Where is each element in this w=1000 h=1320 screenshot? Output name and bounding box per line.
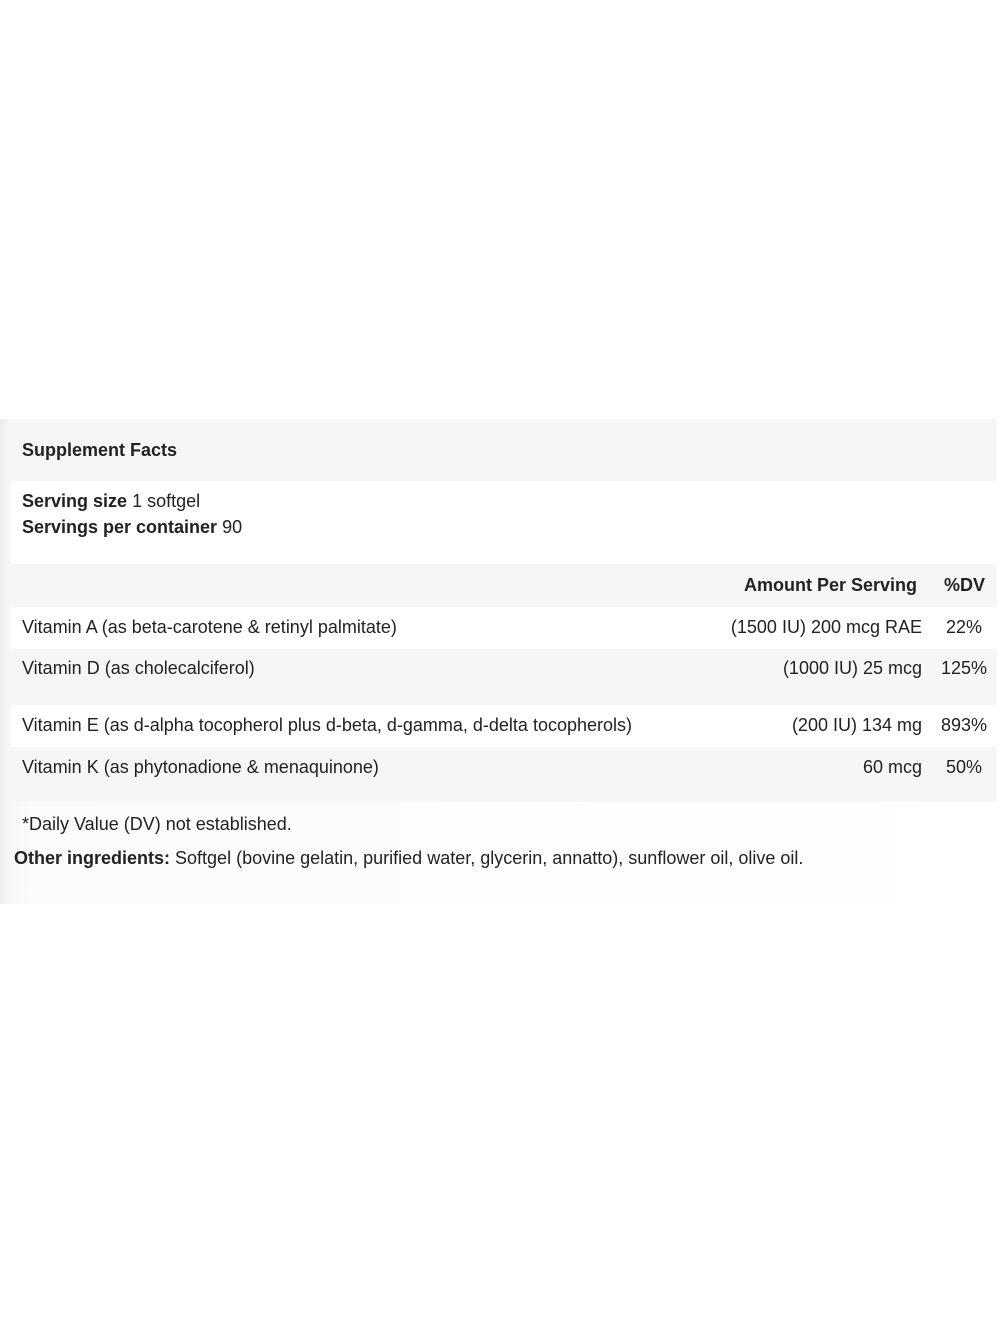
nutrient-dv: 125% xyxy=(940,658,987,678)
nutrient-dv: 22% xyxy=(945,617,982,637)
nutrient-dv: 893% xyxy=(940,715,987,735)
serving-size-value: 1 softgel xyxy=(132,491,201,511)
servings-per-container-label: Servings per container xyxy=(22,517,218,537)
serving-size-label: Serving size xyxy=(22,491,128,511)
nutrient-amount: (200 IU) 134 mg xyxy=(791,715,922,735)
other-ingredients xyxy=(14,847,803,869)
dv-header: %DV xyxy=(943,575,985,595)
nutrient-amount: (1000 IU) 25 mcg xyxy=(782,658,922,678)
supplement-facts-panel xyxy=(0,419,1000,904)
serving-size-line xyxy=(22,490,200,512)
daily-value-footnote: *Daily Value (DV) not established. xyxy=(22,814,292,834)
servings-per-container-line xyxy=(22,516,242,538)
nutrient-name: Vitamin D (as cholecalciferol) xyxy=(22,658,255,678)
nutrient-amount: (1500 IU) 200 mcg RAE xyxy=(730,617,922,637)
nutrient-name: Vitamin A (as beta-carotene & retinyl palmitate) xyxy=(22,617,397,637)
other-ingredients-label: Other ingredients: xyxy=(14,848,171,868)
nutrient-name: Vitamin E (as d-alpha tocopherol plus d-beta, d-gamma, d-delta tocopherols) xyxy=(22,715,632,735)
servings-per-container-value: 90 xyxy=(222,517,243,537)
other-ingredients-text: Softgel (bovine gelatin, purified water, glycerin, annatto), sunflower oil, olive oil. xyxy=(175,848,804,868)
nutrient-amount: 60 mcg xyxy=(862,757,922,777)
amount-per-serving-header: Amount Per Serving xyxy=(743,575,917,595)
nutrient-name: Vitamin K (as phytonadione & menaquinone) xyxy=(22,757,379,777)
nutrient-dv: 50% xyxy=(945,757,982,777)
supplement-facts-title: Supplement Facts xyxy=(22,440,178,460)
